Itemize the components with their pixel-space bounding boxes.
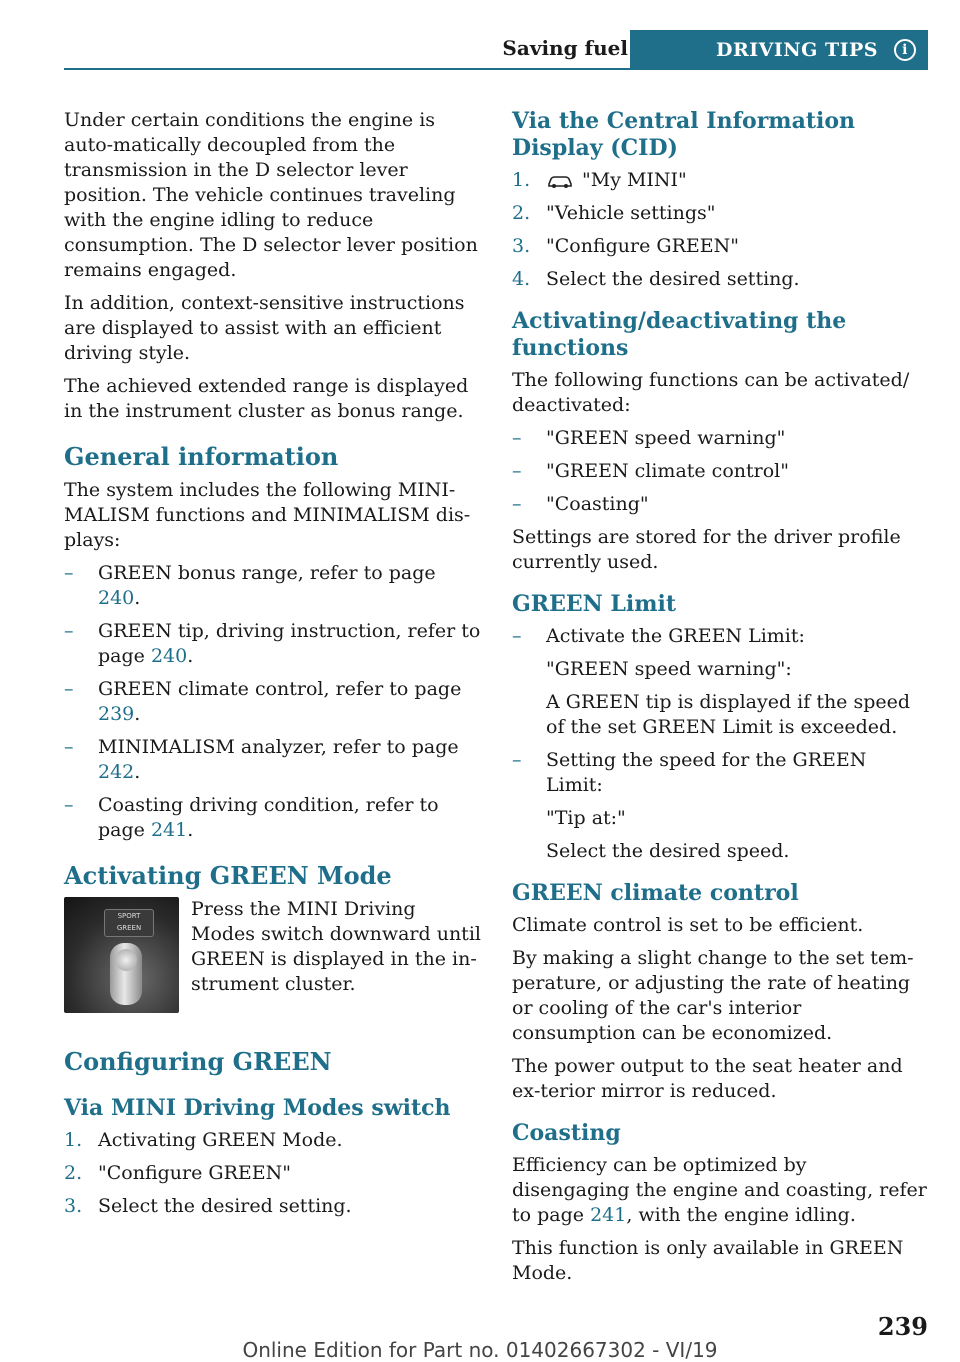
functions-note: Settings are stored for the driver profile currently used. [512, 526, 901, 573]
driving-modes-switch-image [64, 897, 179, 1013]
info-icon: i [894, 39, 916, 61]
dash-marker: – [64, 794, 74, 816]
page-link[interactable]: 242 [98, 761, 135, 783]
limit-sub-text: "GREEN speed warning": [546, 658, 792, 680]
switch-knob-top [115, 949, 137, 971]
header-rule [64, 68, 928, 70]
activating-figure [64, 897, 482, 1013]
page-link[interactable]: 241 [150, 819, 188, 841]
chapter-title: DRIVING TIPS [715, 39, 878, 61]
coasting-text: This function is only available in GREEN Mode. [512, 1237, 904, 1284]
activating-heading: Activating GREEN Mode [64, 861, 392, 890]
step-item: 3. Select the desired setting. [64, 1195, 352, 1217]
coasting-heading: Coasting [512, 1120, 621, 1146]
switch-steps [64, 1128, 482, 1219]
step-item: 1. Activating GREEN Mode. [64, 1129, 343, 1151]
left-column [64, 108, 482, 1227]
dash-marker: – [64, 678, 74, 700]
page-link[interactable]: 239 [98, 703, 135, 725]
general-info-heading: General information [64, 442, 339, 471]
minimalism-list [64, 561, 482, 843]
list-item: – GREEN tip, driving instruction, refer to page 240. [64, 620, 481, 667]
green-limit-heading: GREEN Limit [512, 591, 677, 617]
page-link[interactable]: 241 [590, 1204, 627, 1226]
list-item: – "Coasting" [512, 493, 649, 515]
dash-marker: – [64, 562, 74, 584]
cid-steps [512, 168, 928, 292]
step-item: 4. Select the desired setting. [512, 268, 800, 290]
limit-sub-text: "Tip at:" [546, 807, 626, 829]
dash-marker: – [64, 620, 74, 642]
configuring-heading: Configuring GREEN [64, 1047, 332, 1076]
switch-plate: SPORT GREEN [104, 909, 154, 937]
general-info-text: The system includes the following MINI‐MALISM functions and MINIMALISM dis‐plays: [64, 479, 471, 551]
list-item: – MINIMALISM analyzer, refer to page 242. [64, 736, 459, 783]
climate-text: The power output to the seat heater and ex‐terior mirror is reduced. [512, 1055, 903, 1102]
list-item: – Setting the speed for the GREEN Limit: [512, 749, 867, 796]
page-link[interactable]: 240 [98, 587, 135, 609]
coasting-text: Efficiency can be optimized by disengaging the engine and coasting, refer to page 241, with the engine idling. [512, 1154, 927, 1226]
limit-sub-text: Select the desired speed. [546, 840, 790, 862]
section-title: Saving fuel [502, 36, 628, 60]
page-link[interactable]: 240 [150, 645, 188, 667]
chapter-tab [630, 30, 928, 70]
right-column [512, 108, 928, 1294]
step-item: 2. "Vehicle settings" [512, 202, 716, 224]
intro-paragraph: Under certain conditions the engine is auto‐matically decoupled from the transmission in the D selector lever position. The vehicle continues traveling with the engine idling to reduce consumption. The D selector lever position remains engaged. [64, 109, 478, 281]
functions-list [512, 426, 928, 517]
climate-heading: GREEN climate control [512, 880, 799, 906]
climate-text: Climate control is set to be efficient. [512, 914, 864, 936]
cid-heading: Via the Central Information Display (CID) [512, 108, 856, 161]
green-limit-list-2 [512, 748, 928, 798]
functions-text: The following functions can be activated/ deactivated: [512, 369, 910, 416]
green-limit-list [512, 624, 928, 649]
step-item: 1. "My MINI" [512, 169, 687, 191]
edition-line: Online Edition for Part no. 01402667302 - VI/19 [242, 1338, 718, 1362]
intro-paragraph: The achieved extended range is displayed in the instrument cluster as bonus range. [64, 375, 469, 422]
via-switch-heading: Via MINI Driving Modes switch [64, 1095, 451, 1121]
step-item: 2. "Configure GREEN" [64, 1162, 291, 1184]
activating-text: Press the MINI Driving Modes switch downward until GREEN is displayed in the in‐strument cluster. [191, 898, 481, 995]
list-item: – "GREEN climate control" [512, 460, 789, 482]
list-item: – Activate the GREEN Limit: [512, 625, 805, 647]
dash-marker: – [64, 736, 74, 758]
step-item: 3. "Configure GREEN" [512, 235, 739, 257]
car-icon [546, 173, 574, 189]
page-header [64, 30, 928, 70]
page-number: 239 [877, 1312, 928, 1341]
intro-paragraph: In addition, context-sensitive instructions are displayed to assist with an efficient driving style. [64, 292, 465, 364]
list-item: – GREEN bonus range, refer to page 240. [64, 562, 436, 609]
list-item: – Coasting driving condition, refer to page 241. [64, 794, 439, 841]
list-item: – GREEN climate control, refer to page 239. [64, 678, 462, 725]
climate-text: By making a slight change to the set tem‐perature, or adjusting the rate of heating or cooling of the car's interior consumption can be economized. [512, 947, 914, 1044]
functions-heading: Activating/deactivating the functions [512, 308, 847, 361]
limit-sub-text: A GREEN tip is displayed if the speed of the set GREEN Limit is exceeded. [546, 691, 911, 738]
list-item: – "GREEN speed warning" [512, 427, 786, 449]
